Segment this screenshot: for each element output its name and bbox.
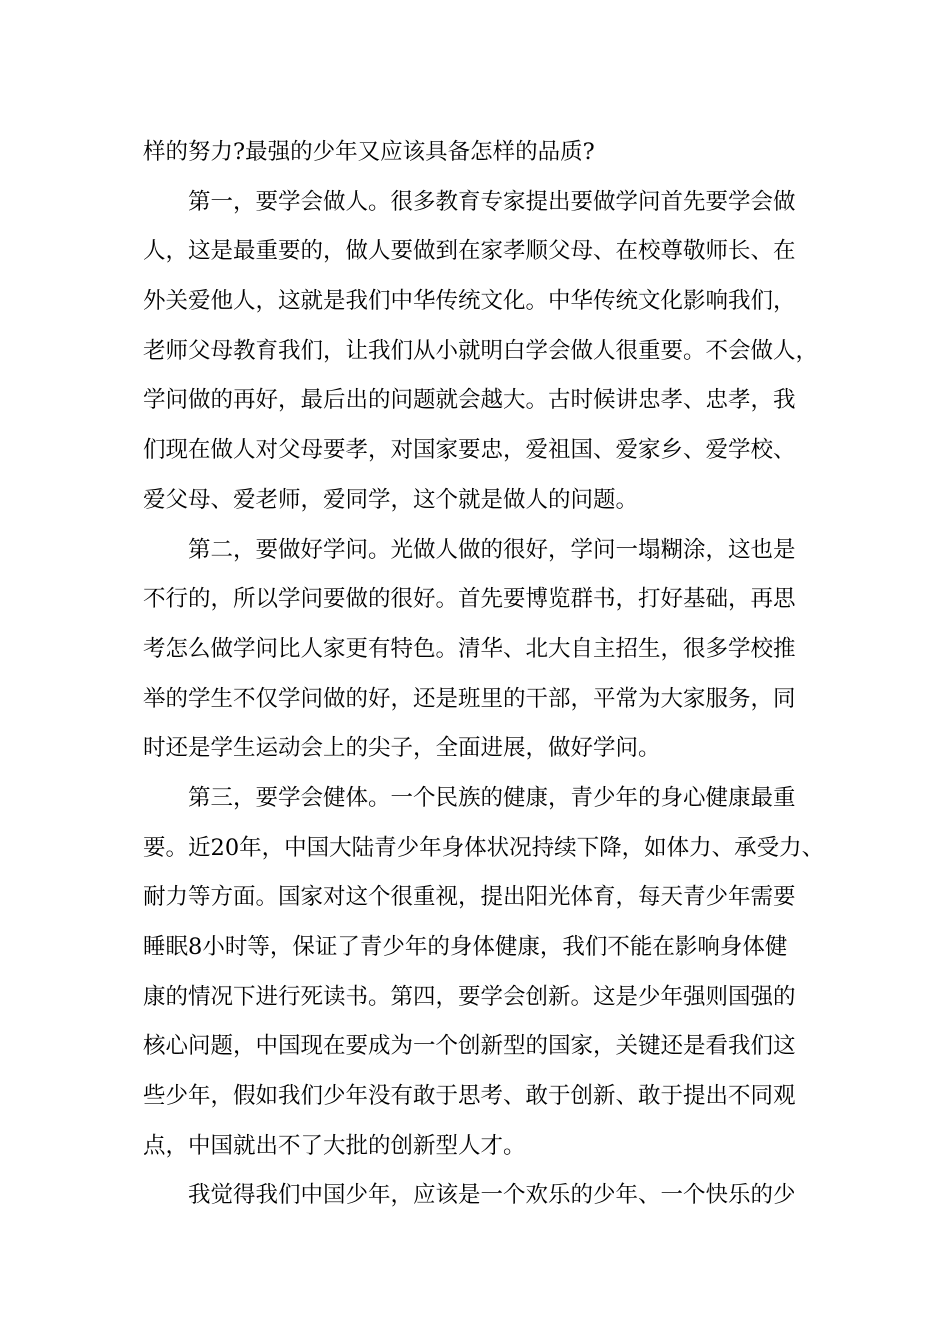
text-line: 样的努力?最强的少年又应该具备怎样的品质?	[143, 139, 595, 165]
paragraph-first-line: 第一，要学会做人。很多教育专家提出要做学问首先要学会做	[188, 188, 796, 215]
text-line: 要。近20年，中国大陆青少年身体状况持续下降，如体力、承受力、	[143, 834, 825, 861]
text-line: 爱父母、爱老师，爱同学，这个就是做人的问题。	[143, 486, 639, 513]
text-line: 不行的，所以学问要做的很好。首先要博览群书，打好基础，再思	[143, 586, 796, 613]
document-body-text	[143, 128, 825, 1221]
text-line: 老师父母教育我们，让我们从小就明白学会做人很重要。不会做人，	[143, 337, 819, 364]
text-line: 耐力等方面。国家对这个很重视，提出阳光体育，每天青少年需要	[143, 884, 796, 911]
text-line: 康的情况下进行死读书。第四，要学会创新。这是少年强则国强的	[143, 983, 796, 1010]
text-line: 外关爱他人，这就是我们中华传统文化。中华传统文化影响我们，	[143, 288, 796, 315]
text-line: 学问做的再好，最后出的问题就会越大。古时候讲忠孝、忠孝，我	[143, 387, 796, 414]
text-line: 点，中国就出不了大批的创新型人才。	[143, 1132, 526, 1159]
paragraph-first-line: 第三，要学会健体。一个民族的健康，青少年的身心健康最重	[188, 784, 796, 811]
paragraph-first-line: 第二，要做好学问。光做人做的很好，学问一塌糊涂，这也是	[188, 536, 796, 563]
text-line: 考怎么做学问比人家更有特色。清华、北大自主招生，很多学校推	[143, 635, 796, 662]
text-line: 举的学生不仅学问做的好，还是班里的干部，平常为大家服务，同	[143, 685, 796, 712]
text-line: 核心问题，中国现在要成为一个创新型的国家，关键还是看我们这	[143, 1033, 796, 1060]
text-line: 睡眠8小时等，保证了青少年的身体健康，我们不能在影响身体健	[143, 934, 788, 960]
text-line: 人，这是最重要的，做人要做到在家孝顺父母、在校尊敬师长、在	[143, 238, 796, 265]
paragraph-first-line: 我觉得我们中国少年，应该是一个欢乐的少年、一个快乐的少	[188, 1182, 796, 1209]
text-line: 些少年，假如我们少年没有敢于思考、敢于创新、敢于提出不同观	[143, 1083, 796, 1110]
text-line: 时还是学生运动会上的尖子，全面进展，做好学问。	[143, 735, 661, 762]
text-line: 们现在做人对父母要孝，对国家要忠，爱祖国、爱家乡、爱学校、	[143, 437, 796, 464]
